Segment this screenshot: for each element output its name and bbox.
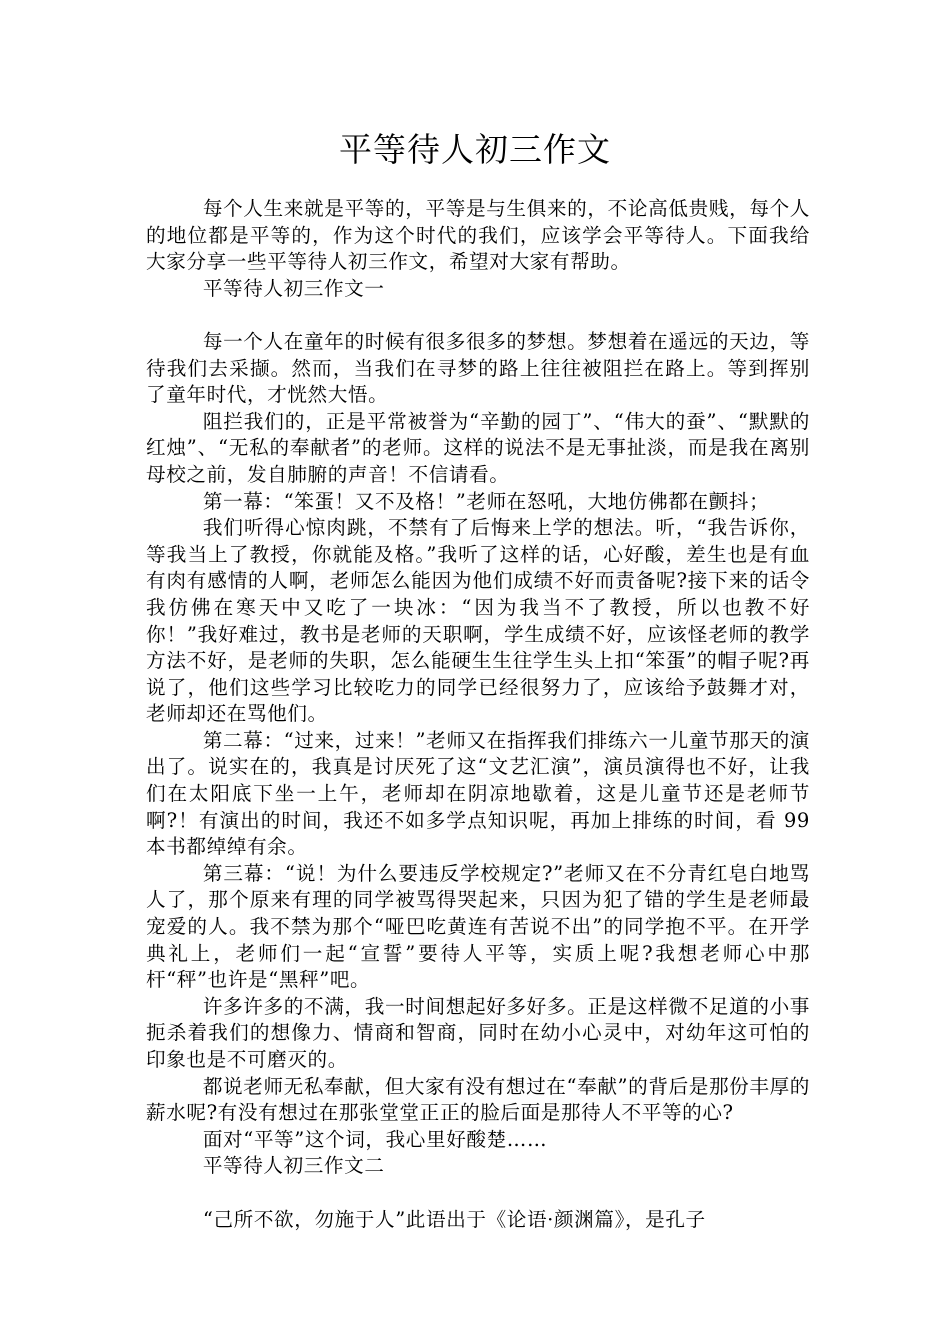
essay-paragraph: 都说老师无私奉献，但大家有没有想过在“奉献”的背后是那份丰厚的薪水呢?有没有想过在那张堂堂正正的脸后面是那待人不平等的心?: [146, 1074, 810, 1125]
section-heading-2: 平等待人初三作文二: [202, 1154, 385, 1178]
essay-paragraph: 面对“平等”这个词，我心里好酸楚……: [202, 1127, 548, 1151]
essay-paragraph: 阻拦我们的，正是平常被誉为“辛勤的园丁”、“伟大的蚕”、“默默的红烛”、“无私的奉献者”的老师。这样的说法不是无事扯淡，而是我在离别母校之前，发自肺腑的声音！不信请看。: [146, 409, 810, 486]
blank-line: [146, 302, 810, 329]
intro-paragraph: 每个人生来就是平等的，平等是与生俱来的，不论高低贵贱，每个人的地位都是平等的，作为这个时代的我们，应该学会平等待人。下面我给大家分享一些平等待人初三作文，希望对大家有帮助。: [146, 197, 810, 274]
essay-paragraph: 我们听得心惊肉跳，不禁有了后悔来上学的想法。听，“我告诉你，等我当上了教授，你就能及格。”我听了这样的话，心好酸，差生也是有血有肉有感情的人啊，老师怎么能因为他们成绩不好而责备呢?接下来的话令我仿佛在寒天中又吃了一块冰：“因为我当不了教授，所以也教不好你！”我好难过，教书是老师的天职啊，学生成绩不好，应该怪老师的教学方法不好，是老师的失职，怎么能硬生生往学生头上扣“笨蛋”的帽子呢?再说了，他们这些学习比较吃力的同学已经很努力了，应该给予鼓舞才对，老师却还在骂他们。: [146, 516, 810, 726]
essay-paragraph: “己所不欲，勿施于人”此语出于《论语·颜渊篇》，是孔子: [202, 1207, 706, 1231]
document-title: 平等待人初三作文: [339, 130, 611, 169]
essay-paragraph: 第一幕：“笨蛋！又不及格！”老师在怒吼，大地仿佛都在颤抖；: [202, 489, 770, 513]
essay-paragraph: 第三幕：“说！为什么要违反学校规定?”老师又在不分青红皂白地骂人了，那个原来有理的同学被骂得哭起来，只因为犯了错的学生是老师最宠爱的人。我不禁为那个“哑巴吃黄连有苦说不出”的同学抱不平。在开学典礼上，老师们一起“宣誓”要待人平等，实质上呢?我想老师心中那杆“秤”也许是“黑秤”吧。: [146, 861, 810, 992]
section-heading-1: 平等待人初三作文一: [202, 276, 385, 300]
document-body: [146, 196, 810, 1233]
essay-paragraph: 每一个人在童年的时候有很多很多的梦想。梦想着在遥远的天边，等待我们去采撷。然而，当我们在寻梦的路上往往被阻拦在路上。等到挥别了童年时代，才恍然大悟。: [146, 329, 810, 407]
essay-paragraph: 许多许多的不满，我一时间想起好多好多。正是这样微不足道的小事扼杀着我们的想像力、情商和智商，同时在幼小心灵中，对幼年这可怕的印象也是不可磨灭的。: [146, 994, 810, 1071]
essay-paragraph: 第二幕：“过来，过来！”老师又在指挥我们排练六一儿童节那天的演出了。说实在的，我真是讨厌死了这“文艺汇演”，演员演得也不好，让我们在太阳底下坐一上午，老师却在阴凉地歇着，这是儿童节还是老师节啊?！有演出的时间，我还不如多学点知识呢，再加上排练的时间，看 99 本书都绰绰有余。: [146, 728, 810, 859]
blank-line: [146, 1180, 810, 1207]
